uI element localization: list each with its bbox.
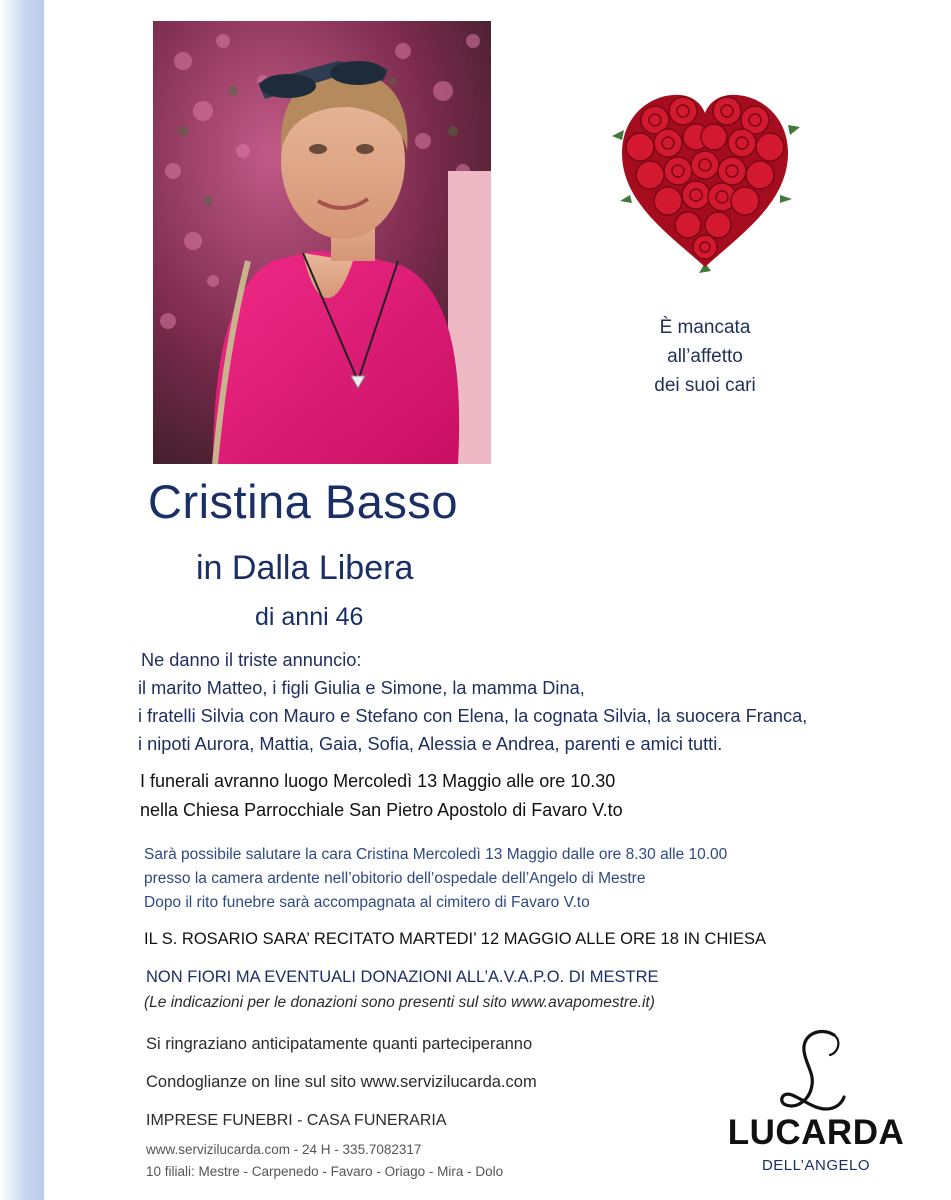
lucarda-l-monogram [772, 1025, 862, 1125]
no-flowers-notice: NON FIORI MA EVENTUALI DONAZIONI ALL’A.V.A.P.O. DI MESTRE [146, 968, 659, 986]
visitation-line: presso la camera ardente nell’obitorio dell’ospedale dell’Angelo di Mestre [144, 870, 646, 887]
announcement-line: il marito Matteo, i figli Giulia e Simone, la mamma Dina, [138, 678, 585, 698]
married-name: in Dalla Libera [196, 549, 414, 587]
tagline-line: dei suoi cari [654, 375, 756, 396]
visitation-line: Sarà possibile salutare la cara Cristina Mercoledì 13 Maggio dalle ore 8.30 alle 10.00 [144, 846, 728, 863]
funeral-line: nella Chiesa Parrocchiale San Pietro Apostolo di Favaro V.to [140, 800, 623, 820]
condolences-text: Condoglianze on line sul sito www.servizilucarda.com [146, 1073, 537, 1091]
announcement [138, 646, 807, 758]
announcement-line: i nipoti Aurora, Mattia, Gaia, Sofia, Alessia e Andrea, parenti e amici tutti. [138, 734, 723, 754]
funeral-line: I funerali avranno luogo Mercoledì 13 Maggio alle ore 10.30 [140, 771, 616, 791]
portrait-photo [153, 21, 491, 464]
left-gradient-band [0, 0, 44, 1200]
announcement-line: Ne danno il triste annuncio: [141, 650, 362, 670]
contact-line: www.servizilucarda.com - 24 H - 335.7082317 [146, 1142, 422, 1157]
branches-line: 10 filiali: Mestre - Carpenedo - Favaro - Oriago - Mira - Dolo [146, 1164, 504, 1179]
deceased-name: Cristina Basso [148, 475, 458, 528]
funeral-info [140, 767, 623, 825]
visitation-line: Dopo il rito funebre sarà accompagnata al cimitero di Favaro V.to [144, 894, 590, 911]
logo-subtitle: DELL’ANGELO [761, 1157, 871, 1174]
footer-title: IMPRESE FUNEBRI - CASA FUNERARIA [146, 1112, 447, 1129]
tagline-line: all’affetto [667, 346, 743, 367]
rosary-notice: IL S. ROSARIO SARA’ RECITATO MARTEDI’ 12 MAGGIO ALLE ORE 18 IN CHIESA [144, 930, 766, 948]
footer-contact [146, 1139, 503, 1183]
tagline [590, 313, 820, 400]
rose-heart-icon [610, 85, 800, 275]
tagline-line: È mancata [659, 317, 751, 338]
announcement-line: i fratelli Silvia con Mauro e Stefano con Elena, la cognata Silvia, la suocera Franca, [138, 706, 808, 726]
logo-name: LUCARDA [727, 1113, 905, 1152]
donation-info: (Le indicazioni per le donazioni sono presenti sul sito www.avapomestre.it) [144, 994, 655, 1011]
age: di anni 46 [255, 603, 364, 631]
thanks-text: Si ringraziano anticipatamente quanti parteciperanno [146, 1035, 533, 1053]
visitation-info [144, 843, 727, 915]
